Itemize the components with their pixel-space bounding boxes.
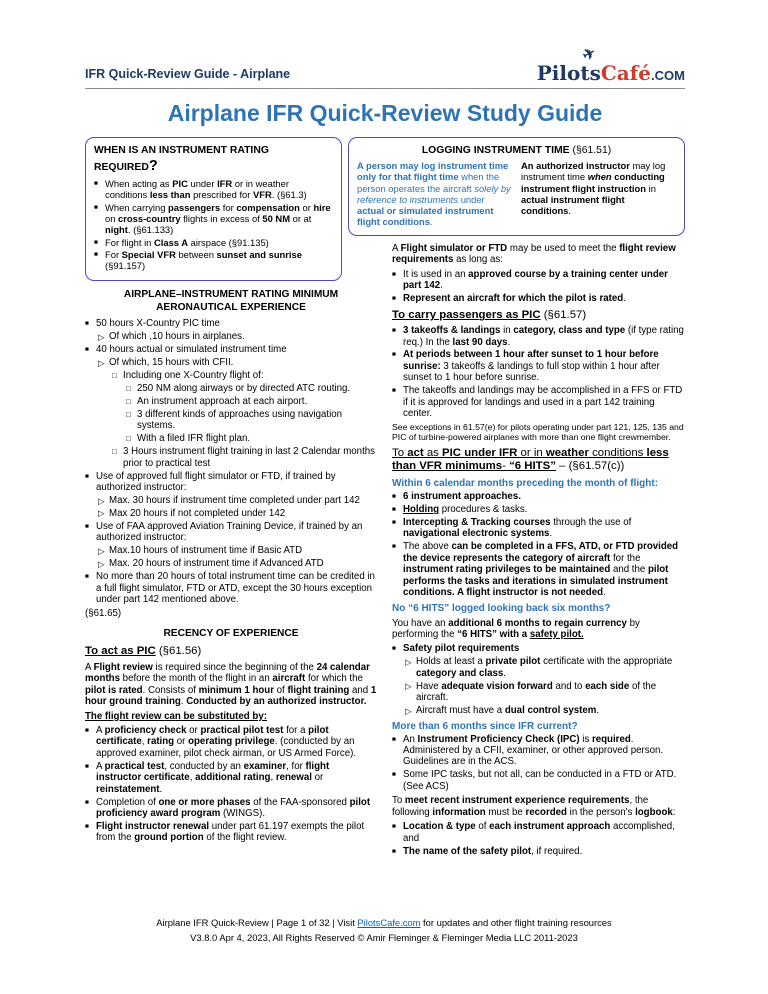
list-item-text: 3 different kinds of approaches using navigation systems. [137,408,343,432]
bullet-icon: ■ [85,346,89,354]
bullet-icon: ■ [85,762,89,770]
bullet-icon: □ [126,384,131,394]
bullet-icon: ■ [392,847,396,855]
list-item-text: When carrying passengers for compensation or hire on cross-country flights in excess of 50 NM or at night. (§61.133) [105,201,331,235]
bullet-icon: ■ [392,387,396,395]
bullet-icon: ■ [94,203,98,211]
list-item-text: The above can be completed in a FFS, ATD, or FTD provided the device represents the category of aircraft for the instrument rating privileges to be maintained and the pilot performs the tasks and iterations in simulated instrument conditions. A flight instructor is not needed. [403,541,679,599]
list-item [85,495,377,506]
list-item-text: Flight instructor renewal under part 61.197 exempts the pilot from the ground portion of the flight review. [96,821,365,844]
bullet-icon: ▷ [405,656,412,667]
list-item [85,446,377,469]
bullet-icon: ■ [94,251,98,259]
logo-com-text: .COM [651,68,685,83]
list-item-text: An instrument approach at each airport. [137,396,308,407]
page-title: Airplane IFR Quick-Review Study Guide [167,100,603,126]
bullet-icon: □ [112,371,117,381]
list-item-text: 6 instrument approaches. [403,491,521,503]
bullet-icon: ▷ [405,681,412,692]
carry-passengers-list [392,325,684,420]
list-item-text: Of which, 15 hours with CFII. [109,357,234,369]
within-6-months-heading: Within 6 calendar months preceding the month of flight: [392,478,659,490]
list-item-text: Max. 20 hours of instrument time if Advanced ATD [109,558,324,570]
ref-61-65: (§61.65) [85,608,122,620]
list-item [392,325,684,348]
simulator-intro-paragraph: A Flight simulator or FTD may be used to meet the flight review requirements as long as: [392,242,676,266]
bullet-icon: ▷ [98,545,105,556]
logging-box-title [357,144,676,157]
content-columns [85,137,685,858]
list-item [85,344,377,355]
bullet-icon: ▷ [405,705,412,716]
document-header [85,44,685,84]
bullet-icon: ■ [392,823,396,831]
bullet-icon: ■ [392,294,396,302]
list-item [392,821,684,844]
list-item [85,433,377,444]
list-item-text: Represent an aircraft for which the pilot is rated. [403,292,626,304]
bullet-icon: □ [112,447,117,457]
bullet-icon: □ [126,409,131,419]
bullet-icon: ■ [392,771,396,779]
logging-pilot-text: A person may log instrument time only for that flight time when the person operates the aircraft solely by reference to instruments under actual or simulated instrument flight conditions. [357,160,511,228]
substitute-list [85,725,377,844]
list-item-text: Intercepting & Tracking courses through the use of navigational electronic systems. [403,517,632,540]
list-item-text: 50 hours X-Country PIC time [96,318,220,330]
list-item [85,521,377,544]
list-item [85,396,377,407]
list-item-text: Safety pilot requirements [403,643,520,655]
list-item-text: Aircraft must have a dual control system. [416,705,600,717]
list-item [392,517,684,540]
list-item-text: Completion of one or more phases of the FAA-sponsored pilot proficiency award program (WINGS). [96,796,371,820]
document-header-title: IFR Quick-Review Guide - Airplane [85,67,291,81]
list-item [85,471,377,494]
bullet-icon: ▷ [98,331,105,342]
list-item [85,508,377,519]
list-item [392,656,684,679]
list-item [85,357,377,368]
right-column [357,137,684,858]
bullet-icon: ■ [85,727,89,734]
list-item-text: 3 takeoffs & landings in category, class and type (if type rating req.) In the last 90 days. [403,325,684,348]
bullet-icon: ▷ [98,508,105,519]
bullet-icon: ■ [392,327,396,335]
list-item [94,202,333,235]
bullet-icon: ■ [392,735,396,743]
bullet-icon: □ [126,434,131,444]
list-item-text: Use of FAA approved Aviation Training Device, if trained by an authorized instructor: [96,520,363,544]
rating-required-list [94,178,333,271]
instrument-rating-required-box [85,137,342,281]
bullet-icon: ■ [392,506,396,514]
list-item [85,761,377,795]
list-item [392,269,684,292]
list-item-text: Holds at least a private pilot certificate with the appropriate category and class. [416,656,673,679]
footer-line-2: V3.8.0 Apr 4, 2023, All Rights Reserved © Amir Fleminger & Fleminger Media LLC 2011-2023 [190,931,578,943]
page-footer [0,916,768,945]
list-item [94,249,333,271]
list-item-text: Have adequate vision forward and to each side of the aircraft. [416,680,657,704]
bullet-icon: ■ [94,180,98,188]
list-item [392,846,684,857]
list-item [85,318,377,329]
bullet-icon: ■ [392,351,396,359]
list-item [94,237,333,248]
logging-box-section-ref: (§61.51) [572,145,612,156]
list-item-text: It is used in an approved course by a training center under part 142. [403,268,668,291]
list-item [392,504,684,515]
bullet-icon: ■ [85,573,89,581]
list-item-text: A proficiency check or practical pilot test for a pilot certificate, rating or operating privilege. (conducted by an approved examiner, pilot check airman, or US Armed Force). [96,725,357,759]
list-item [85,558,377,569]
logbook-intro-paragraph: To meet recent instrument experience requirements, the following information must be recorded in the person's logbook: [392,795,676,818]
list-item [85,545,377,556]
safety-pilot-list [392,643,684,716]
substitute-heading: The flight review can be substituted by: [85,710,267,722]
footer-text-post: for updates and other flight training resources [420,917,612,928]
list-item [85,571,377,605]
bullet-icon: ■ [85,472,89,480]
footer-text-pre: Airplane IFR Quick-Review | Page 1 of 32 | Visit [156,917,358,928]
list-item-text: 40 hours actual or simulated instrument time [96,344,287,356]
simulator-requirements-list [392,269,684,305]
list-item [94,178,333,200]
bullet-icon: ■ [85,798,89,806]
list-item-text: The takeoffs and landings may be accomplished in a FFS or FTD if it is approved for landings and used in a part 142 training center. [403,385,683,420]
bullet-icon: ■ [85,522,89,530]
list-item-text: With a filed IFR flight plan. [137,433,251,445]
flight-review-paragraph: A Flight review is required since the beginning of the 24 calendar months before the month of the flight in an aircraft for which the pilot is rated. Consists of minimum 1 hour of flight training and 1 hour ground training. Conducted by an authorized instructor. [85,661,377,708]
list-item [392,705,684,716]
header-divider [85,88,685,89]
list-item [392,769,684,792]
list-item-text: Including one X-Country flight of: [123,370,264,382]
rating-box-title-text: WHEN IS AN INSTRUMENT RATING REQUIRED [94,145,269,173]
list-item-text: A practical test, conducted by an examiner, for flight instructor certificate, additional rating, renewal or reinstatement. [96,760,330,795]
aeronautical-experience-list [85,318,377,605]
list-item-text: For flight in Class A airspace (§91.135) [105,236,269,248]
more-than-6-months-heading: More than 6 months since IFR current? [392,720,578,732]
list-item [392,491,684,502]
list-item [392,349,684,383]
bullet-icon: ■ [85,320,89,328]
six-hits-list [392,491,684,598]
list-item [392,293,684,304]
list-item-text: Some IPC tasks, but not all, can be conducted in a FTD or ATD. (See ACS) [403,769,677,792]
list-item [392,681,684,704]
list-item-text: 250 NM along airways or by directed ATC routing. [137,383,351,395]
logo-pilots-text: Pilots [536,61,601,85]
list-item [85,409,377,432]
list-item [85,370,377,381]
logging-box-title-text: LOGGING INSTRUMENT TIME [421,145,570,156]
regain-currency-paragraph: You have an additional 6 months to regain currency by performing the “6 HITS” with a safety pilot. [392,617,640,640]
heading-6-hits: To act as PIC under IFR or in weather conditions less than VFR minimums- “6 HITS” – (§61.57(c)) [392,446,669,473]
bullet-icon: ■ [85,823,89,830]
list-item-text: For Special VFR between sunset and sunrise (§91.157) [105,249,302,272]
list-item [392,541,684,598]
list-item-text: Max.10 hours of instrument time if Basic ATD [109,545,303,557]
footer-line-1 [0,916,768,931]
list-item-text: Holding procedures & tasks. [403,504,528,516]
bullet-icon: ■ [392,645,396,653]
logging-instrument-time-box [348,137,685,236]
section-heading-recency: RECENCY OF EXPERIENCE [163,627,299,639]
bullet-icon: ▷ [98,357,105,368]
bullet-icon: ■ [94,238,98,246]
pilotscafe-link[interactable]: PilotsCafe.com [357,917,421,928]
list-item-text: Max 20 hours if not completed under 142 [109,507,286,519]
list-item-text: No more than 20 hours of total instrument time can be credited in a full flight simulator, FTD or ATD, except the 30 hours exception under part 142 mentioned above. [96,571,375,605]
bullet-icon: ■ [392,493,396,501]
logbook-list [392,821,684,857]
exceptions-note: See exceptions in 61.57(e) for pilots operating under part 121, 125, 135 and PIC of turbine-powered airplanes with more than one flight crewmember. [392,421,684,442]
ipc-list [392,734,684,793]
no-hits-heading: No “6 HITS” logged looking back six months? [392,602,611,614]
bullet-icon: ▷ [98,558,105,569]
left-column [85,137,377,858]
list-item-text: 3 Hours instrument flight training in last 2 Calendar months prior to practical test [123,446,375,469]
bullet-icon: □ [126,397,131,406]
plane-icon: ✈ [579,44,599,65]
list-item-text: Max. 30 hours if instrument time completed under part 142 [109,495,360,506]
list-item [85,725,377,759]
logo-cafe-text: Café [600,61,652,85]
list-item [85,797,377,820]
logging-box-columns [357,160,676,228]
list-item [85,383,377,394]
list-item [392,643,684,654]
rating-box-title [94,144,333,175]
heading-act-as-pic: To act as PIC (§61.56) [85,645,202,658]
logging-instructor-text: An authorized instructor may log instrument time when conducting instrument flight instruction in actual instrument flight conditions. [521,160,666,217]
list-item-text: At periods between 1 hour after sunset to 1 hour before sunrise: 3 takeoffs & landings to full stop within 1 hour after sunset to 1 hour before sunrise. [403,349,660,384]
list-item [85,331,377,342]
list-item-text: Location & type of each instrument approach accomplished, and [403,821,675,844]
heading-carry-passengers: To carry passengers as PIC (§61.57) [392,309,587,322]
rating-box-question-mark: ? [148,158,158,174]
list-item [85,821,377,844]
section-heading-aeronautical-experience: AIRPLANE–INSTRUMENT RATING MINIMUM AERONAUTICAL EXPERIENCE [123,288,339,314]
list-item-text: When acting as PIC under IFR or in weather conditions less than prescribed for VFR. (§61.3) [105,178,307,201]
bullet-icon: ■ [392,270,396,278]
pilotscafe-logo [536,44,685,85]
list-item [392,385,684,419]
list-item [392,734,684,768]
bullet-icon: ■ [392,543,396,551]
list-item-text: Use of approved full flight simulator or FTD, if trained by authorized instructor: [96,470,336,494]
list-item-text: An Instrument Proficiency Check (IPC) is required. Administered by a CFII, examiner, or other approved person. Guidelines are in the ACS. [403,733,664,768]
list-item-text: The name of the safety pilot, if required. [403,845,583,857]
bullet-icon: ■ [392,519,396,526]
bullet-icon: ▷ [98,495,105,506]
list-item-text: Of which ,10 hours in airplanes. [109,331,245,343]
